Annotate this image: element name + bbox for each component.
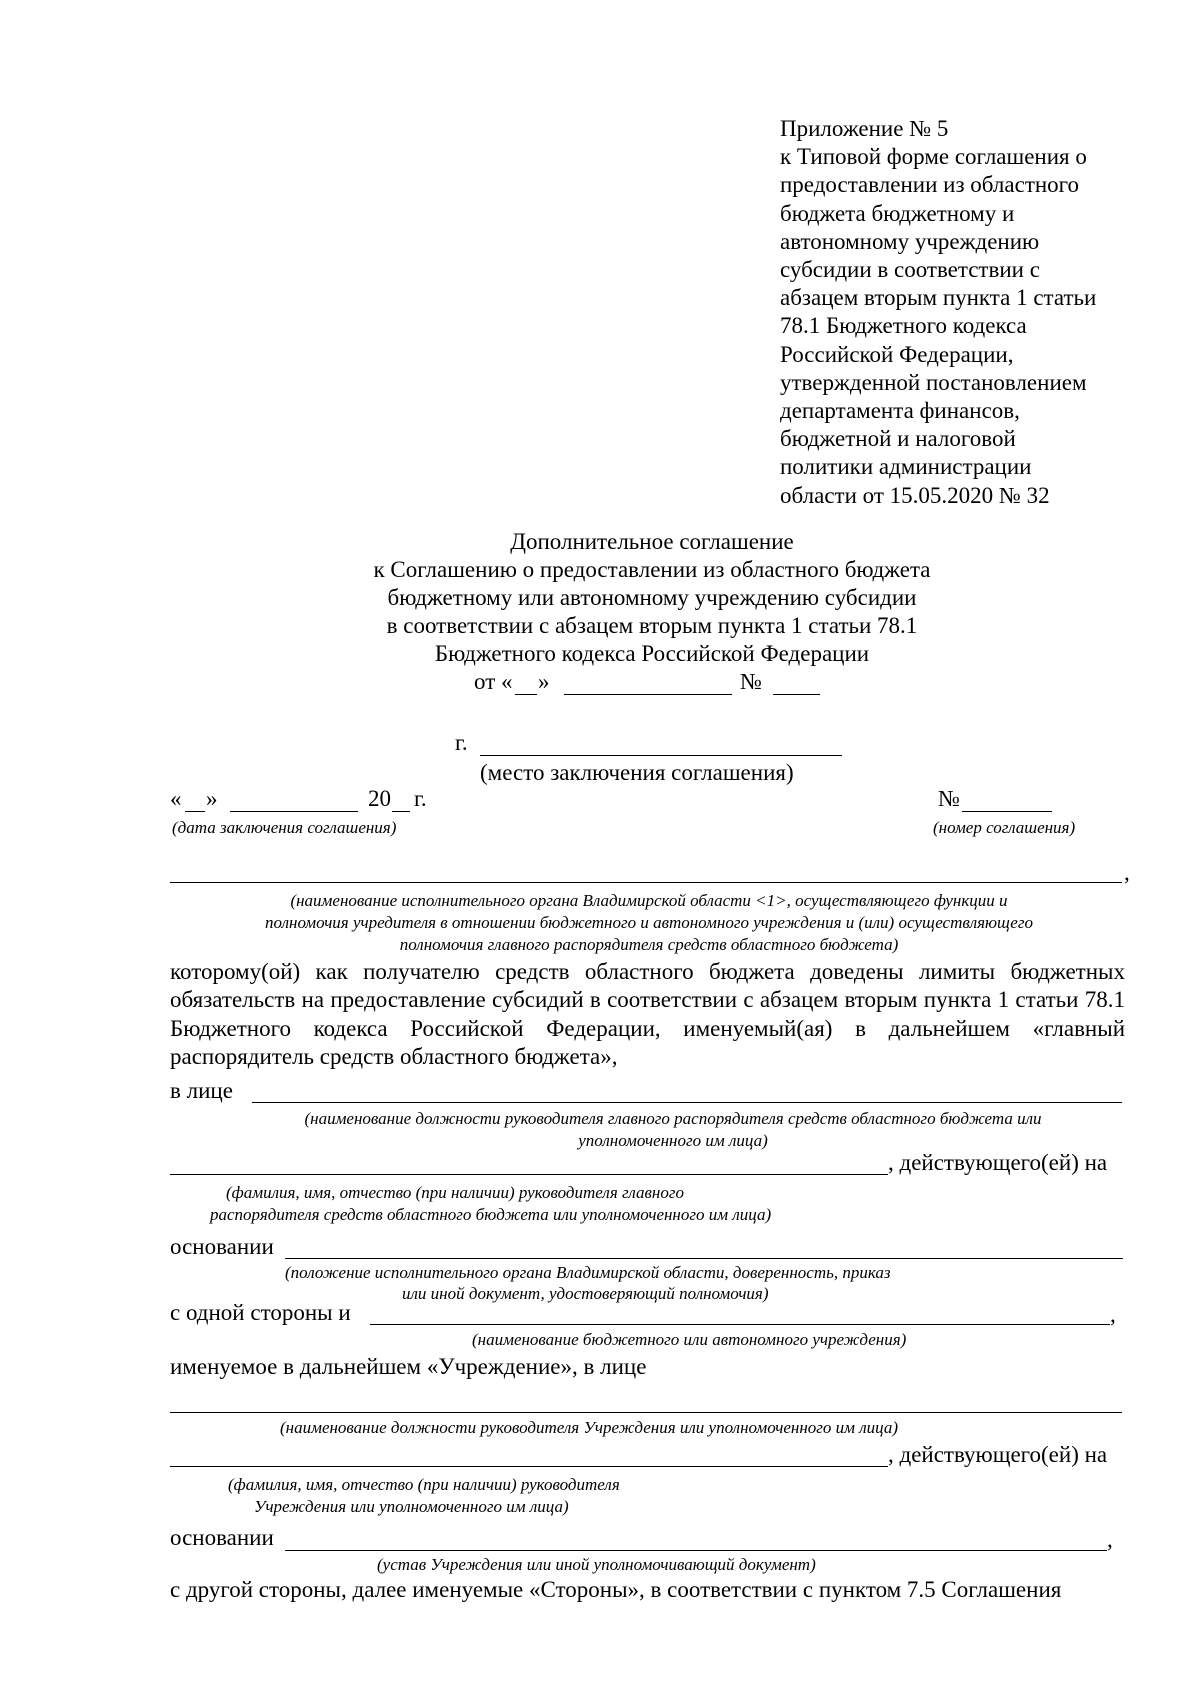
date-year-prefix: 20 <box>368 786 391 811</box>
appendix-line: Российской Федерации, <box>780 341 1014 367</box>
date-caption: (дата заключения соглашения) <box>172 818 397 837</box>
head-fullname-caption-line: распорядителя средств областного бюджета или уполномоченного им лица) <box>210 1205 772 1224</box>
appendix-line: политики администрации <box>780 454 1032 480</box>
title-number-blank[interactable] <box>773 694 820 695</box>
title-from-mid: » <box>538 669 550 694</box>
appendix-line: абзацем вторым пункта 1 статьи <box>780 285 1097 311</box>
date-day-blank[interactable] <box>185 811 205 812</box>
title-from-prefix: от « <box>474 669 513 694</box>
appendix-line: бюджета бюджетному и <box>780 200 1015 226</box>
agreement-number-blank[interactable] <box>962 811 1052 812</box>
agreement-number-caption: (номер соглашения) <box>933 818 1076 837</box>
head-fullname-caption <box>210 1182 910 1226</box>
place-blank[interactable] <box>480 755 842 756</box>
basis-caption-line-1: (положение исполнительного органа Владимирской области, доверенность, приказ <box>285 1263 891 1282</box>
appendix-line: субсидии в соответствии с <box>780 257 1040 283</box>
title-line: в соответствии с абзацем вторым пункта 1 статьи 78.1 <box>386 613 918 638</box>
appendix-line: 78.1 Бюджетного кодекса <box>780 313 1027 339</box>
head-fullname-caption-line: (фамилия, имя, отчество (при наличии) руководителя главного <box>226 1183 684 1202</box>
in-face-label: в лице <box>170 1078 233 1103</box>
institution-name-blank[interactable] <box>370 1324 1110 1325</box>
date-close-quote: » <box>206 786 218 811</box>
title-line: бюджетному или автономному учреждению субсидии <box>387 585 917 610</box>
title-number-sign: № <box>740 669 762 694</box>
date-month-blank[interactable] <box>230 811 358 812</box>
organ-caption <box>170 890 1128 956</box>
recipient-paragraph: которому(ой) как получателю средств областного бюджета доведены лимиты бюджетных обязательств на предоставление субсидий в соответствии с абзацем вторым пункта 1 статьи 78.1 Бюджетного кодекса Российской Федерации, именуемый(ая) в дальнейшем «главный распорядитель средств областного бюджета», <box>170 959 1125 1070</box>
institution-named-as: именуемое в дальнейшем «Учреждение», в лице <box>170 1354 647 1379</box>
institution-basis-blank[interactable] <box>285 1550 1107 1551</box>
head-acting-on: , действующего(ей) на <box>888 1150 1108 1175</box>
head-position-blank[interactable] <box>252 1102 1122 1103</box>
institution-fullname-caption <box>220 1474 920 1518</box>
institution-basis-label: основании <box>170 1525 274 1550</box>
title-month-blank[interactable] <box>564 694 732 695</box>
basis-document-blank[interactable] <box>285 1258 1123 1259</box>
institution-caption: (наименование бюджетного или автономного учреждения) <box>472 1330 907 1349</box>
title-day-blank[interactable] <box>515 694 537 695</box>
one-side-label: с одной стороны и <box>170 1300 351 1325</box>
title-line: к Соглашению о предоставлении из областного бюджета <box>373 557 931 582</box>
organ-caption-line: полномочия учредителя в отношении бюджетного и автономного учреждения и (или) осуществляющего <box>265 913 1033 932</box>
institution-head-position-blank[interactable] <box>170 1412 1122 1413</box>
appendix-line: утвержденной постановлением <box>780 369 1087 395</box>
head-position-caption <box>220 1108 1126 1152</box>
title-line: Бюджетного кодекса Российской Федерации <box>434 641 870 666</box>
institution-head-position-caption: (наименование должности руководителя Учреждения или уполномоченного им лица) <box>280 1418 899 1437</box>
title-line: Дополнительное соглашение <box>510 529 794 554</box>
closing-line: с другой стороны, далее именуемые «Стороны», в соответствии с пунктом 7.5 Соглашения <box>170 1577 1062 1602</box>
date-year-blank[interactable] <box>392 811 410 812</box>
appendix-line: области от 15.05.2020 № 32 <box>780 482 1050 508</box>
document-title <box>0 528 1200 668</box>
head-position-caption-line: (наименование должности руководителя главного распорядителя средств областного бюджета или <box>304 1109 1042 1128</box>
agreement-number-sign: № <box>938 786 960 811</box>
institution-basis-comma: , <box>1107 1527 1113 1552</box>
institution-fullname-caption-line: Учреждения или уполномоченного им лица) <box>254 1497 569 1516</box>
organ-name-blank[interactable] <box>170 882 1122 883</box>
appendix-line: бюджетной и налоговой <box>780 426 1016 452</box>
date-open-quote: « <box>170 786 182 811</box>
appendix-line: предоставлении из областного <box>780 172 1080 198</box>
organ-caption-line: (наименование исполнительного органа Владимирской области <1>, осуществляющего функции и <box>290 891 1008 910</box>
institution-acting-on: , действующего(ей) на <box>888 1442 1108 1467</box>
institution-head-fullname-blank[interactable] <box>170 1466 888 1467</box>
organ-trailing-comma: , <box>1124 860 1130 885</box>
appendix-line: Приложение № 5 <box>780 116 949 141</box>
appendix-line: автономному учреждению <box>780 228 1040 254</box>
appendix-line: департамента финансов, <box>780 398 1020 424</box>
organ-caption-line: полномочия главного распорядителя средств областного бюджета) <box>399 935 899 954</box>
basis-caption-line-2: или иной документ, удостоверяющий полномочия) <box>402 1284 769 1303</box>
appendix-header <box>780 115 1180 510</box>
head-position-caption-line: уполномоченного им лица) <box>578 1131 768 1150</box>
place-prefix: г. <box>455 730 468 755</box>
basis-label: основании <box>170 1234 274 1259</box>
head-fullname-blank[interactable] <box>170 1174 888 1175</box>
place-caption: (место заключения соглашения) <box>480 760 794 785</box>
institution-fullname-caption-line: (фамилия, имя, отчество (при наличии) руководителя <box>228 1475 620 1494</box>
appendix-line: к Типовой форме соглашения о <box>780 144 1087 170</box>
institution-trailing-comma: , <box>1110 1302 1116 1327</box>
date-year-suffix: г. <box>414 786 427 811</box>
institution-basis-caption: (устав Учреждения или иной уполномочивающий документ) <box>377 1555 816 1574</box>
